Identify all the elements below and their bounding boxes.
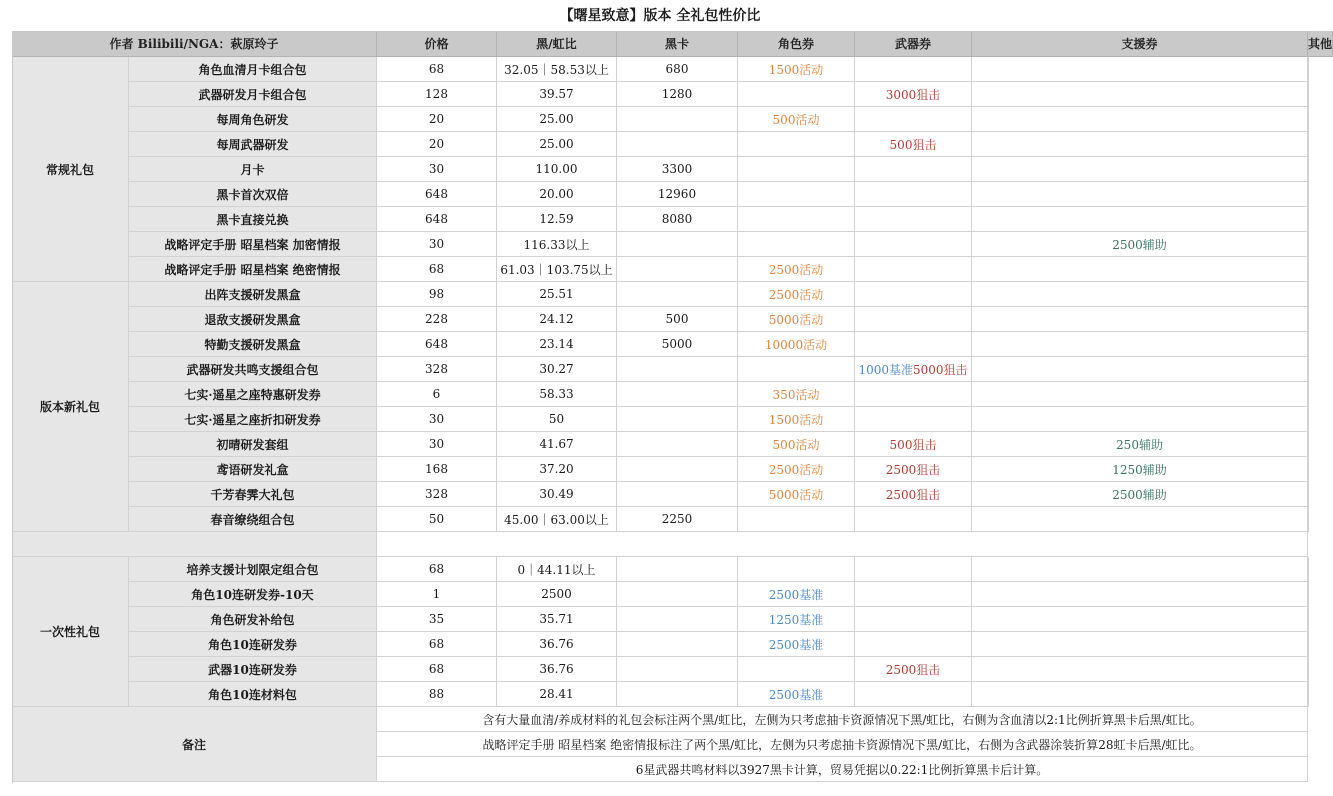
row-weapon-ticket — [855, 632, 972, 657]
row-char-ticket: 2500活动 — [738, 282, 855, 307]
header-black-card: 黑卡 — [617, 31, 738, 57]
row-char-ticket: 10000活动 — [738, 332, 855, 357]
row-support-ticket — [972, 282, 1308, 307]
note-line: 战略评定手册 昭星档案 绝密情报标注了两个黑/虹比，左侧为只考虑抽卡资源情况下黑/虹比，右侧为含武器涂装折算28虹卡后黑/虹比。 — [377, 732, 1308, 757]
row-other — [1308, 507, 1309, 532]
row-name: 黑卡首次双倍 — [129, 182, 377, 207]
row-black-card: 1280 — [617, 82, 738, 107]
header-price: 价格 — [377, 31, 497, 57]
row-black-card — [617, 382, 738, 407]
row-weapon-ticket: 3000狙击 — [855, 82, 972, 107]
row-other — [1308, 307, 1309, 332]
row-weapon-ticket: 500狙击 — [855, 132, 972, 157]
row-char-ticket: 2500活动 — [738, 457, 855, 482]
row-char-ticket — [738, 232, 855, 257]
row-ratio: 24.12 — [497, 307, 617, 332]
row-other — [1308, 182, 1309, 207]
row-name: 每周角色研发 — [129, 107, 377, 132]
row-support-ticket — [972, 57, 1308, 82]
value-table — [12, 31, 1333, 783]
group-one-time: 一次性礼包 — [12, 557, 129, 707]
row-weapon-ticket — [855, 682, 972, 707]
row-weapon-ticket: 500狙击 — [855, 432, 972, 457]
row-ratio: 25.51 — [497, 282, 617, 307]
row-support-ticket — [972, 557, 1308, 582]
row-support-ticket — [972, 607, 1308, 632]
row-weapon-ticket — [855, 357, 972, 382]
row-ratio: 30.27 — [497, 357, 617, 382]
row-weapon-ticket — [855, 332, 972, 357]
row-price: 328 — [377, 357, 497, 382]
row-ratio: 25.00 — [497, 107, 617, 132]
row-ratio: 61.03｜103.75以上 — [497, 257, 617, 282]
row-black-card: 12960 — [617, 182, 738, 207]
row-char-ticket — [738, 507, 855, 532]
row-weapon-ticket — [855, 507, 972, 532]
group-regular: 常规礼包 — [12, 57, 129, 282]
row-char-ticket: 500活动 — [738, 107, 855, 132]
row-other — [1308, 207, 1309, 232]
row-black-card — [617, 107, 738, 132]
row-black-card — [617, 432, 738, 457]
row-price: 98 — [377, 282, 497, 307]
row-black-card: 5000 — [617, 332, 738, 357]
row-price: 128 — [377, 82, 497, 107]
row-char-ticket: 1500活动 — [738, 57, 855, 82]
row-price: 68 — [377, 657, 497, 682]
row-price: 30 — [377, 432, 497, 457]
row-other — [1308, 457, 1309, 482]
row-ratio: 36.76 — [497, 657, 617, 682]
row-ratio: 23.14 — [497, 332, 617, 357]
row-price: 35 — [377, 607, 497, 632]
row-name: 角色10连研发券-10天 — [129, 582, 377, 607]
row-ratio: 116.33以上 — [497, 232, 617, 257]
row-name: 黑卡直接兑换 — [129, 207, 377, 232]
row-price: 30 — [377, 157, 497, 182]
row-other — [1308, 357, 1309, 382]
row-price: 20 — [377, 107, 497, 132]
row-support-ticket — [972, 332, 1308, 357]
row-price: 68 — [377, 257, 497, 282]
row-other — [1308, 582, 1309, 607]
row-char-ticket — [738, 157, 855, 182]
row-support-ticket: 2500辅助 — [972, 482, 1308, 507]
row-char-ticket: 2500基准 — [738, 632, 855, 657]
row-weapon-ticket — [855, 157, 972, 182]
row-support-ticket — [972, 632, 1308, 657]
row-name: 角色10连研发券 — [129, 632, 377, 657]
row-black-card — [617, 632, 738, 657]
row-name: 角色研发补给包 — [129, 607, 377, 632]
row-other — [1308, 57, 1309, 82]
row-char-ticket: 5000活动 — [738, 482, 855, 507]
row-name: 月卡 — [129, 157, 377, 182]
row-char-ticket: 2500基准 — [738, 582, 855, 607]
row-price: 648 — [377, 182, 497, 207]
row-name: 七实·遥星之座特惠研发券 — [129, 382, 377, 407]
row-name: 武器研发共鸣支援组合包 — [129, 357, 377, 382]
row-price: 68 — [377, 57, 497, 82]
row-price: 228 — [377, 307, 497, 332]
row-price: 68 — [377, 557, 497, 582]
row-black-card — [617, 232, 738, 257]
row-name: 退敌支援研发黑盒 — [129, 307, 377, 332]
row-name: 千芳春霁大礼包 — [129, 482, 377, 507]
row-black-card: 500 — [617, 307, 738, 332]
spacer-row-side — [12, 532, 377, 557]
row-other — [1308, 407, 1309, 432]
row-other — [1308, 607, 1309, 632]
row-other — [1308, 157, 1309, 182]
row-name: 春音缭绕组合包 — [129, 507, 377, 532]
row-other — [1308, 257, 1309, 282]
row-other — [1308, 432, 1309, 457]
row-black-card — [617, 557, 738, 582]
row-black-card — [617, 607, 738, 632]
row-name: 初晴研发套组 — [129, 432, 377, 457]
row-name: 角色血清月卡组合包 — [129, 57, 377, 82]
row-support-ticket — [972, 207, 1308, 232]
row-ratio: 2500 — [497, 582, 617, 607]
row-char-ticket — [738, 207, 855, 232]
row-weapon-ticket: 2500狙击 — [855, 482, 972, 507]
row-support-ticket — [972, 132, 1308, 157]
row-black-card — [617, 282, 738, 307]
row-ratio: 41.67 — [497, 432, 617, 457]
row-weapon-ticket — [855, 607, 972, 632]
row-weapon-ticket: 2500狙击 — [855, 657, 972, 682]
row-price: 648 — [377, 332, 497, 357]
row-ratio: 28.41 — [497, 682, 617, 707]
row-char-ticket: 350活动 — [738, 382, 855, 407]
row-ratio: 45.00｜63.00以上 — [497, 507, 617, 532]
row-weapon-ticket — [855, 257, 972, 282]
row-price: 88 — [377, 682, 497, 707]
row-name: 七实·遥星之座折扣研发券 — [129, 407, 377, 432]
row-price: 50 — [377, 507, 497, 532]
row-weapon-ticket — [855, 382, 972, 407]
row-name: 角色10连材料包 — [129, 682, 377, 707]
row-black-card — [617, 257, 738, 282]
row-char-ticket — [738, 182, 855, 207]
row-other — [1308, 382, 1309, 407]
row-char-ticket: 5000活动 — [738, 307, 855, 332]
row-black-card — [617, 457, 738, 482]
row-black-card: 2250 — [617, 507, 738, 532]
row-other — [1308, 482, 1309, 507]
row-support-ticket — [972, 107, 1308, 132]
row-weapon-ticket — [855, 557, 972, 582]
row-other — [1308, 682, 1309, 707]
weapon-sniper-part: 5000狙击 — [913, 362, 968, 377]
row-price: 68 — [377, 632, 497, 657]
row-ratio: 20.00 — [497, 182, 617, 207]
row-support-ticket — [972, 157, 1308, 182]
row-other — [1308, 632, 1309, 657]
row-name: 每周武器研发 — [129, 132, 377, 157]
row-weapon-ticket — [855, 282, 972, 307]
row-support-ticket — [972, 657, 1308, 682]
note-line: 6星武器共鸣材料以3927黑卡计算，贸易凭据以0.22:1比例折算黑卡后计算。 — [377, 757, 1308, 782]
row-weapon-ticket — [855, 582, 972, 607]
row-price: 328 — [377, 482, 497, 507]
row-char-ticket: 1500活动 — [738, 407, 855, 432]
header-ratio: 黑/虹比 — [497, 31, 617, 57]
row-ratio: 0｜44.11以上 — [497, 557, 617, 582]
weapon-standard-part: 1000基准 — [858, 362, 913, 377]
row-char-ticket: 2500基准 — [738, 682, 855, 707]
row-black-card — [617, 682, 738, 707]
row-ratio: 58.33 — [497, 382, 617, 407]
row-char-ticket — [738, 132, 855, 157]
row-support-ticket — [972, 307, 1308, 332]
row-name: 鸢语研发礼盒 — [129, 457, 377, 482]
row-other — [1308, 557, 1309, 582]
row-price: 30 — [377, 232, 497, 257]
row-black-card: 3300 — [617, 157, 738, 182]
page-title: 【曙星致意】版本 全礼包性价比 — [559, 8, 761, 24]
row-char-ticket: 2500活动 — [738, 257, 855, 282]
row-black-card: 680 — [617, 57, 738, 82]
row-name: 培养支援计划限定组合包 — [129, 557, 377, 582]
row-price: 30 — [377, 407, 497, 432]
row-weapon-ticket — [855, 107, 972, 132]
spacer-row — [377, 532, 1308, 557]
row-other — [1308, 332, 1309, 357]
row-other — [1308, 132, 1309, 157]
header-weapon-ticket: 武器券 — [855, 31, 972, 57]
row-black-card — [617, 657, 738, 682]
row-weapon-ticket — [855, 232, 972, 257]
row-support-ticket: 1250辅助 — [972, 457, 1308, 482]
row-char-ticket — [738, 357, 855, 382]
row-ratio: 50 — [497, 407, 617, 432]
row-support-ticket — [972, 582, 1308, 607]
row-char-ticket: 500活动 — [738, 432, 855, 457]
row-char-ticket — [738, 82, 855, 107]
row-name: 战略评定手册 昭星档案 绝密情报 — [129, 257, 377, 282]
row-weapon-ticket — [855, 307, 972, 332]
header-other: 其他 — [1308, 31, 1333, 57]
row-ratio: 25.00 — [497, 132, 617, 157]
row-char-ticket — [738, 557, 855, 582]
row-other — [1308, 107, 1309, 132]
row-black-card — [617, 357, 738, 382]
row-black-card — [617, 582, 738, 607]
row-ratio: 37.20 — [497, 457, 617, 482]
row-support-ticket — [972, 357, 1308, 382]
row-support-ticket — [972, 182, 1308, 207]
row-ratio: 30.49 — [497, 482, 617, 507]
header-author: 作者 Bilibili/NGA：萩原玲子 — [12, 31, 377, 57]
row-support-ticket — [972, 407, 1308, 432]
row-ratio: 110.00 — [497, 157, 617, 182]
row-black-card: 8080 — [617, 207, 738, 232]
group-new-version: 版本新礼包 — [12, 282, 129, 532]
row-price: 1 — [377, 582, 497, 607]
row-black-card — [617, 407, 738, 432]
row-char-ticket — [738, 657, 855, 682]
row-name: 武器研发月卡组合包 — [129, 82, 377, 107]
header-support-ticket: 支援券 — [972, 31, 1308, 57]
row-name: 战略评定手册 昭星档案 加密情报 — [129, 232, 377, 257]
row-weapon-ticket — [855, 207, 972, 232]
row-weapon-ticket: 2500狙击 — [855, 457, 972, 482]
row-support-ticket — [972, 682, 1308, 707]
row-support-ticket: 2500辅助 — [972, 232, 1308, 257]
row-ratio: 12.59 — [497, 207, 617, 232]
row-ratio: 32.05｜58.53以上 — [497, 57, 617, 82]
row-price: 6 — [377, 382, 497, 407]
row-weapon-ticket — [855, 57, 972, 82]
row-support-ticket — [972, 382, 1308, 407]
row-ratio: 35.71 — [497, 607, 617, 632]
row-name: 武器10连研发券 — [129, 657, 377, 682]
row-name: 出阵支援研发黑盒 — [129, 282, 377, 307]
row-other — [1308, 82, 1309, 107]
row-char-ticket: 1250基准 — [738, 607, 855, 632]
row-other — [1308, 232, 1309, 257]
header-char-ticket: 角色券 — [738, 31, 855, 57]
row-price: 20 — [377, 132, 497, 157]
row-other — [1308, 282, 1309, 307]
row-support-ticket — [972, 257, 1308, 282]
row-support-ticket — [972, 507, 1308, 532]
row-black-card — [617, 482, 738, 507]
row-name: 特勤支援研发黑盒 — [129, 332, 377, 357]
notes-label: 备注 — [12, 707, 377, 782]
row-support-ticket: 250辅助 — [972, 432, 1308, 457]
note-line: 含有大量血清/养成材料的礼包会标注两个黑/虹比，左侧为只考虑抽卡资源情况下黑/虹比，右侧为含血清以2:1比例折算黑卡后黑/虹比。 — [377, 707, 1308, 732]
row-ratio: 36.76 — [497, 632, 617, 657]
row-weapon-ticket — [855, 407, 972, 432]
row-ratio: 39.57 — [497, 82, 617, 107]
row-other — [1308, 657, 1309, 682]
row-black-card — [617, 132, 738, 157]
row-price: 168 — [377, 457, 497, 482]
row-price: 648 — [377, 207, 497, 232]
row-support-ticket — [972, 82, 1308, 107]
row-weapon-ticket — [855, 182, 972, 207]
